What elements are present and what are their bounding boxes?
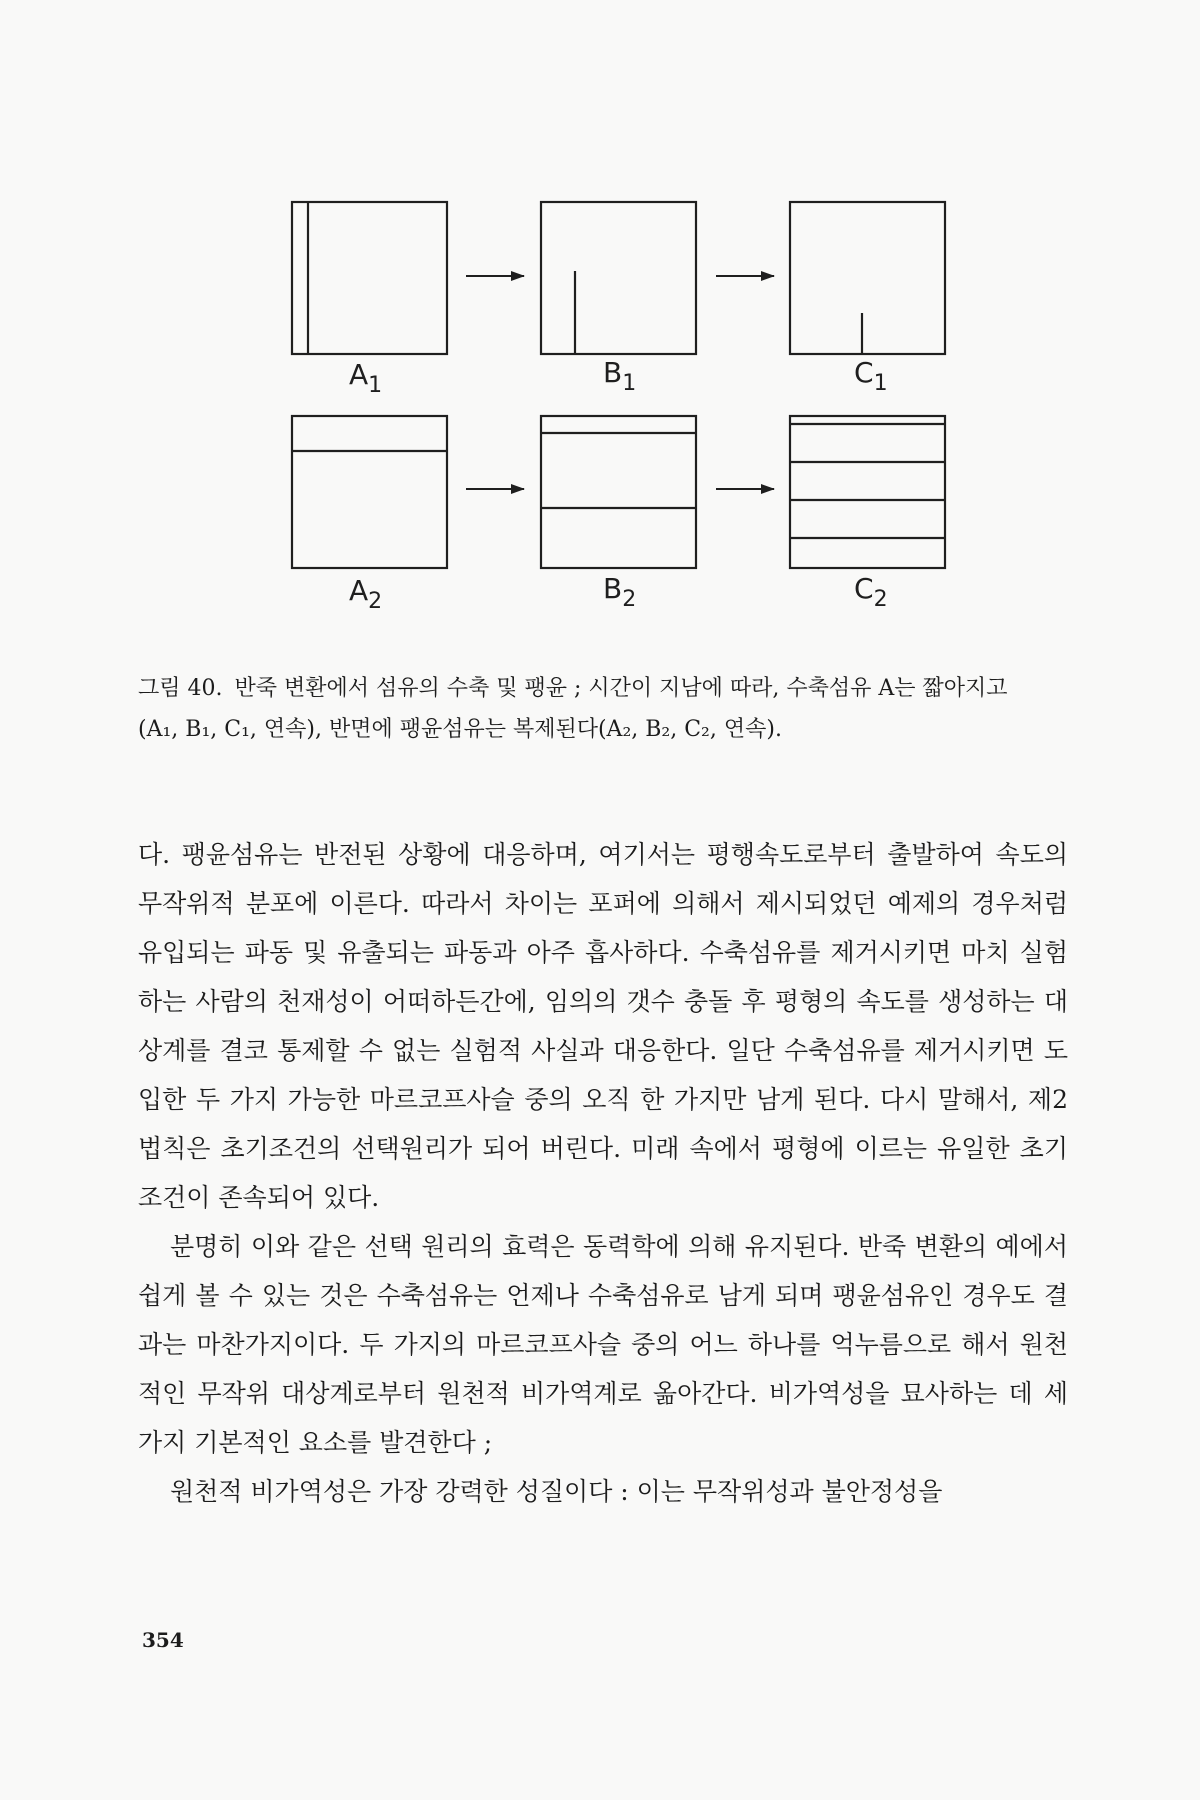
figure-caption — [138, 668, 1028, 750]
fiber-transformation-figure — [0, 0, 1200, 640]
page-number: 354 — [142, 1628, 184, 1652]
box-c1 — [790, 202, 945, 354]
paragraph-1: 다. 팽윤섬유는 반전된 상황에 대응하며, 여기서는 평행속도로부터 출발하여 속도의 무작위적 분포에 이른다. 따라서 차이는 포퍼에 의해서 제시되었던 예제의 경우처럼 유입되는 파동 및 유출되는 파동과 아주 흡사하다. 수축섬유를 제거시키면 마치 실험하는 사람의 천재성이 어떠하든간에, 임의의 갯수 충돌 후 평형의 속도를 생성하는 대상계를 결코 통제할 수 없는 실험적 사실과 대응한다. 일단 수축섬유를 제거시키면 도입한 두 가지 가능한 마르코프사슬 중의 오직 한 가지만 남게 된다. 다시 말해서, 제2법칙은 초기조건의 선택원리가 되어 버린다. 미래 속에서 평형에 이르는 유일한 초기조건이 존속되어 있다. — [138, 840, 1068, 1212]
label-b1: $B_1$ — [603, 356, 637, 396]
label-a2: $A_2$ — [349, 574, 383, 614]
caption-label: 그림 40. — [138, 676, 223, 701]
box-b2 — [541, 416, 696, 568]
paragraph-2: 분명히 이와 같은 선택 원리의 효력은 동력학에 의해 유지된다. 반죽 변환의 예에서 쉽게 볼 수 있는 것은 수축섬유는 언제나 수축섬유로 남게 되며 팽윤섬유인 경우도 결과는 마찬가지이다. 두 가지의 마르코프사슬 중의 어느 하나를 억누름으로 해서 원천적인 무작위 대상계로부터 원천적 비가역계로 옮아간다. 비가역성을 묘사하는 데 세 가지 기본적인 요소를 발견한다 ; — [138, 1232, 1068, 1457]
label-a1: $A_1$ — [349, 358, 383, 398]
paragraph-3: 원천적 비가역성은 가장 강력한 성질이다 : 이는 무작위성과 불안정성을 — [170, 1477, 943, 1506]
caption-text: 반죽 변환에서 섬유의 수축 및 팽윤 ; 시간이 지남에 따라, 수축섬유 A는 짧아지고(A₁, B₁, C₁, 연속), 반면에 팽윤섬유는 복제된다(A₂, B₂, C₂, 연속). — [138, 676, 1008, 742]
box-c2 — [790, 416, 945, 568]
box-a1 — [292, 202, 447, 354]
label-b2: $B_2$ — [603, 572, 637, 612]
body-text — [138, 830, 1068, 1516]
label-c2: $C_2$ — [854, 572, 888, 612]
box-a2 — [292, 416, 447, 568]
box-b1 — [541, 202, 696, 354]
label-c1: $C_1$ — [854, 356, 888, 396]
